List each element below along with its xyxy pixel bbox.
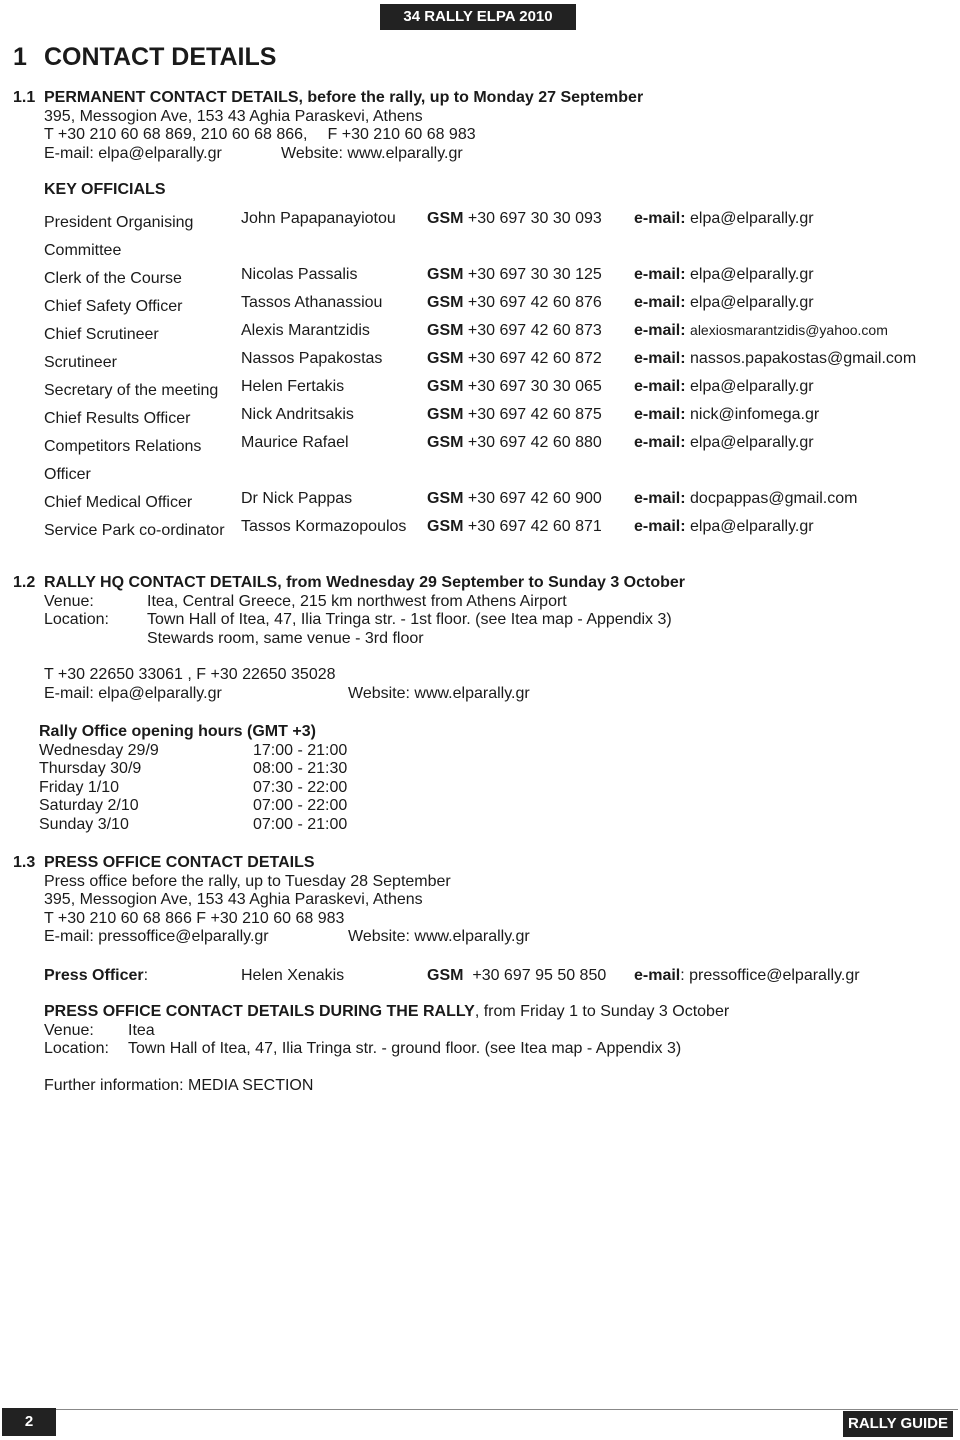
official-name: Nick Andritsakis: [241, 406, 354, 423]
hours-row: [39, 742, 347, 761]
further-information: Further information: MEDIA SECTION: [44, 1076, 314, 1094]
press-officer-row: [44, 966, 944, 994]
gsm-number: +30 697 30 30 125: [467, 266, 602, 283]
hours-time: 17:00 - 21:00: [253, 741, 348, 759]
official-role: Chief Scrutineer: [44, 326, 159, 343]
email-label: e-mail:: [634, 406, 686, 423]
official-name: Nicolas Passalis: [241, 266, 358, 283]
section-heading: [13, 854, 530, 873]
official-name: Maurice Rafael: [241, 434, 349, 451]
press-intro: Press office before the rally, up to Tuesday 28 September: [44, 872, 451, 890]
hours-time: 07:00 - 22:00: [253, 797, 348, 814]
gsm-number: +30 697 42 60 873: [467, 322, 602, 339]
email-label: e-mail:: [634, 210, 686, 227]
section-permanent-contact: [13, 89, 643, 163]
section-number: 1.1: [13, 89, 36, 106]
gsm-label: GSM: [427, 490, 464, 507]
email-link[interactable]: E-mail: elpa@elparally.gr: [44, 144, 222, 162]
gsm-label: GSM: [427, 434, 464, 451]
press-during-bold: PRESS OFFICE CONTACT DETAILS DURING THE RALLY: [44, 1003, 475, 1020]
location-value-2: Stewards room, same venue - 3rd floor: [147, 629, 424, 647]
location-label: Location:: [44, 1040, 109, 1057]
hours-time: 07:30 - 22:00: [253, 778, 348, 796]
official-role: President Organising Committee: [44, 214, 194, 259]
hours-time: 07:00 - 21:00: [253, 815, 348, 833]
page-title-text: CONTACT DETAILS: [44, 43, 277, 71]
email-web-line: [13, 928, 530, 947]
phone-line: [13, 126, 643, 145]
official-role: Clerk of the Course: [44, 270, 182, 287]
venue-row: [13, 593, 685, 612]
email-address[interactable]: alexiosmarantzidis@yahoo.com: [690, 322, 888, 338]
location-row: [13, 611, 685, 630]
email-label: e-mail:: [634, 518, 686, 535]
press-officer-label: Press Officer: [44, 967, 144, 984]
press-officer-colon: :: [143, 967, 149, 984]
section-heading: [13, 89, 643, 108]
email-address[interactable]: elpa@elparally.gr: [690, 434, 814, 451]
official-row: [44, 209, 944, 265]
office-hours-title: Rally Office opening hours (GMT +3): [39, 723, 316, 740]
email-address[interactable]: docpappas@gmail.com: [690, 490, 858, 507]
email-address[interactable]: nassos.papakostas@gmail.com: [690, 350, 917, 367]
venue-value: Itea, Central Greece, 215 km northwest from Athens Airport: [147, 592, 567, 610]
official-row: [44, 377, 944, 405]
gsm-number: +30 697 30 30 093: [467, 210, 602, 227]
phone-line: T +30 210 60 68 866 F +30 210 60 68 983: [44, 909, 345, 927]
gsm-label: GSM: [427, 350, 464, 367]
email-address[interactable]: pressoffice@elparally.gr: [689, 967, 860, 984]
section-press-office: [13, 854, 530, 947]
official-row: [44, 489, 944, 517]
edition-badge: 34 RALLY ELPA 2010: [380, 4, 576, 30]
email-label: e-mail:: [634, 266, 686, 283]
address: 395, Messogion Ave, 153 43 Aghia Paraskevi, Athens: [44, 891, 423, 908]
press-during-rally: [44, 1003, 729, 1095]
gsm-label: GSM: [427, 518, 464, 535]
gsm-number: +30 697 42 60 871: [467, 518, 602, 535]
official-name: Dr Nick Pappas: [241, 490, 353, 507]
official-row: [44, 405, 944, 433]
gsm-label: GSM: [427, 967, 464, 984]
office-hours: [39, 723, 347, 834]
gsm-label: GSM: [427, 378, 464, 395]
official-name: Alexis Marantzidis: [241, 322, 370, 339]
press-officer-name: Helen Xenakis: [241, 967, 345, 984]
hours-day: Wednesday 29/9: [39, 741, 159, 759]
location-value: Town Hall of Itea, 47, Ilia Tringa str. - 1st floor. (see Itea map - Appendix 3): [147, 611, 672, 628]
press-during-dates: , from Friday 1 to Sunday 3 October: [474, 1003, 730, 1020]
gsm-label: GSM: [427, 210, 464, 227]
page-title-number: 1: [13, 43, 27, 71]
hours-day: Friday 1/10: [39, 778, 120, 796]
phones: T +30 210 60 68 869, 210 60 68 866,: [44, 126, 308, 143]
official-role: Chief Medical Officer: [44, 494, 193, 511]
email-address[interactable]: elpa@elparally.gr: [690, 266, 814, 283]
email-label: e-mail:: [634, 294, 686, 311]
email-link[interactable]: E-mail: elpa@elparally.gr: [44, 684, 222, 702]
key-officials-title: KEY OFFICIALS: [44, 181, 166, 198]
official-name: Nassos Papakostas: [241, 350, 383, 367]
gsm-label: GSM: [427, 294, 464, 311]
email-label: e-mail:: [634, 378, 686, 395]
email-label: e-mail:: [634, 490, 686, 507]
official-row: [44, 349, 944, 377]
official-name: Tassos Kormazopoulos: [241, 518, 407, 535]
email-address[interactable]: elpa@elparally.gr: [690, 518, 814, 535]
email-label: e-mail:: [634, 434, 686, 451]
gsm-number: +30 697 95 50 850: [472, 967, 607, 984]
official-row: [44, 517, 944, 545]
hours-day: Saturday 2/10: [39, 797, 139, 814]
hours-time: 08:00 - 21:30: [253, 760, 348, 777]
official-row: [44, 433, 944, 489]
official-role: Secretary of the meeting: [44, 382, 219, 399]
email-address[interactable]: elpa@elparally.gr: [690, 294, 814, 311]
address: 395, Messogion Ave, 153 43 Aghia Paraskevi, Athens: [44, 107, 423, 125]
official-role: Scrutineer: [44, 354, 117, 371]
gsm-number: +30 697 42 60 900: [467, 490, 602, 507]
key-officials-table: [44, 209, 944, 545]
fax: F +30 210 60 68 983: [327, 126, 476, 143]
official-role: Chief Results Officer: [44, 410, 191, 427]
gsm-number: +30 697 42 60 875: [467, 406, 602, 423]
website-link[interactable]: Website: www.elparally.gr: [348, 928, 530, 945]
venue-value: Itea: [128, 1021, 155, 1039]
website-link[interactable]: Website: www.elparally.gr: [281, 144, 463, 162]
location-value: Town Hall of Itea, 47, Ilia Tringa str. - ground floor. (see Itea map - Appendix 3): [128, 1040, 682, 1057]
official-row: [44, 265, 944, 293]
section-title: PRESS OFFICE CONTACT DETAILS: [44, 854, 315, 871]
official-row: [44, 321, 944, 349]
gsm-label: GSM: [427, 266, 464, 283]
hours-row: [39, 816, 347, 835]
location-row: [44, 1040, 729, 1059]
hours-row: [39, 797, 347, 816]
gsm-label: GSM: [427, 322, 464, 339]
press-during-heading: [44, 1003, 729, 1022]
hours-day: Sunday 3/10: [39, 815, 129, 833]
hours-row: [39, 760, 347, 779]
hours-row: [39, 779, 347, 798]
hq-phone: T +30 22650 33061 , F +30 22650 35028: [44, 666, 336, 683]
official-row: [44, 293, 944, 321]
gsm-label: GSM: [427, 406, 464, 423]
venue-label: Venue:: [44, 592, 94, 610]
website-link[interactable]: Website: www.elparally.gr: [348, 684, 530, 702]
email-web-line: [13, 145, 643, 164]
official-name: Helen Fertakis: [241, 378, 345, 395]
official-name: John Papapanayiotou: [241, 210, 396, 227]
page-number: 2: [2, 1408, 56, 1436]
email-link[interactable]: E-mail: pressoffice@elparally.gr: [44, 928, 269, 945]
hours-day: Thursday 30/9: [39, 760, 142, 777]
rally-guide-badge: RALLY GUIDE: [843, 1411, 953, 1437]
email-address[interactable]: elpa@elparally.gr: [690, 210, 814, 227]
official-name: Tassos Athanassiou: [241, 294, 383, 311]
page-title: [13, 42, 276, 72]
email-label: e-mail:: [634, 350, 686, 367]
section-heading: [13, 574, 685, 593]
section-title: RALLY HQ CONTACT DETAILS, from Wednesday 29 September to Sunday 3 October: [44, 574, 685, 591]
official-role: Service Park co-ordinator: [44, 522, 225, 539]
email-web-line: [13, 685, 685, 704]
section-rally-hq: [13, 574, 685, 703]
official-role: Chief Safety Officer: [44, 298, 183, 315]
official-role: Competitors Relations Officer: [44, 438, 202, 483]
email-label: e-mail:: [634, 322, 686, 339]
email-address[interactable]: nick@infomega.gr: [690, 406, 820, 423]
section-title: PERMANENT CONTACT DETAILS, before the rally, up to Monday 27 September: [44, 89, 644, 106]
section-number: 1.3: [13, 854, 36, 871]
venue-row: [44, 1022, 729, 1041]
gsm-number: +30 697 42 60 872: [467, 350, 602, 367]
footer-divider: [56, 1409, 958, 1410]
venue-label: Venue:: [44, 1021, 94, 1039]
location-label: Location:: [44, 611, 109, 628]
email-address[interactable]: elpa@elparally.gr: [690, 378, 814, 395]
section-number: 1.2: [13, 574, 36, 591]
gsm-number: +30 697 42 60 880: [467, 434, 602, 451]
gsm-number: +30 697 30 30 065: [467, 378, 602, 395]
location-row-2: [13, 630, 685, 649]
email-colon: :: [680, 967, 685, 984]
gsm-number: +30 697 42 60 876: [467, 294, 602, 311]
email-label: e-mail: [634, 967, 681, 984]
